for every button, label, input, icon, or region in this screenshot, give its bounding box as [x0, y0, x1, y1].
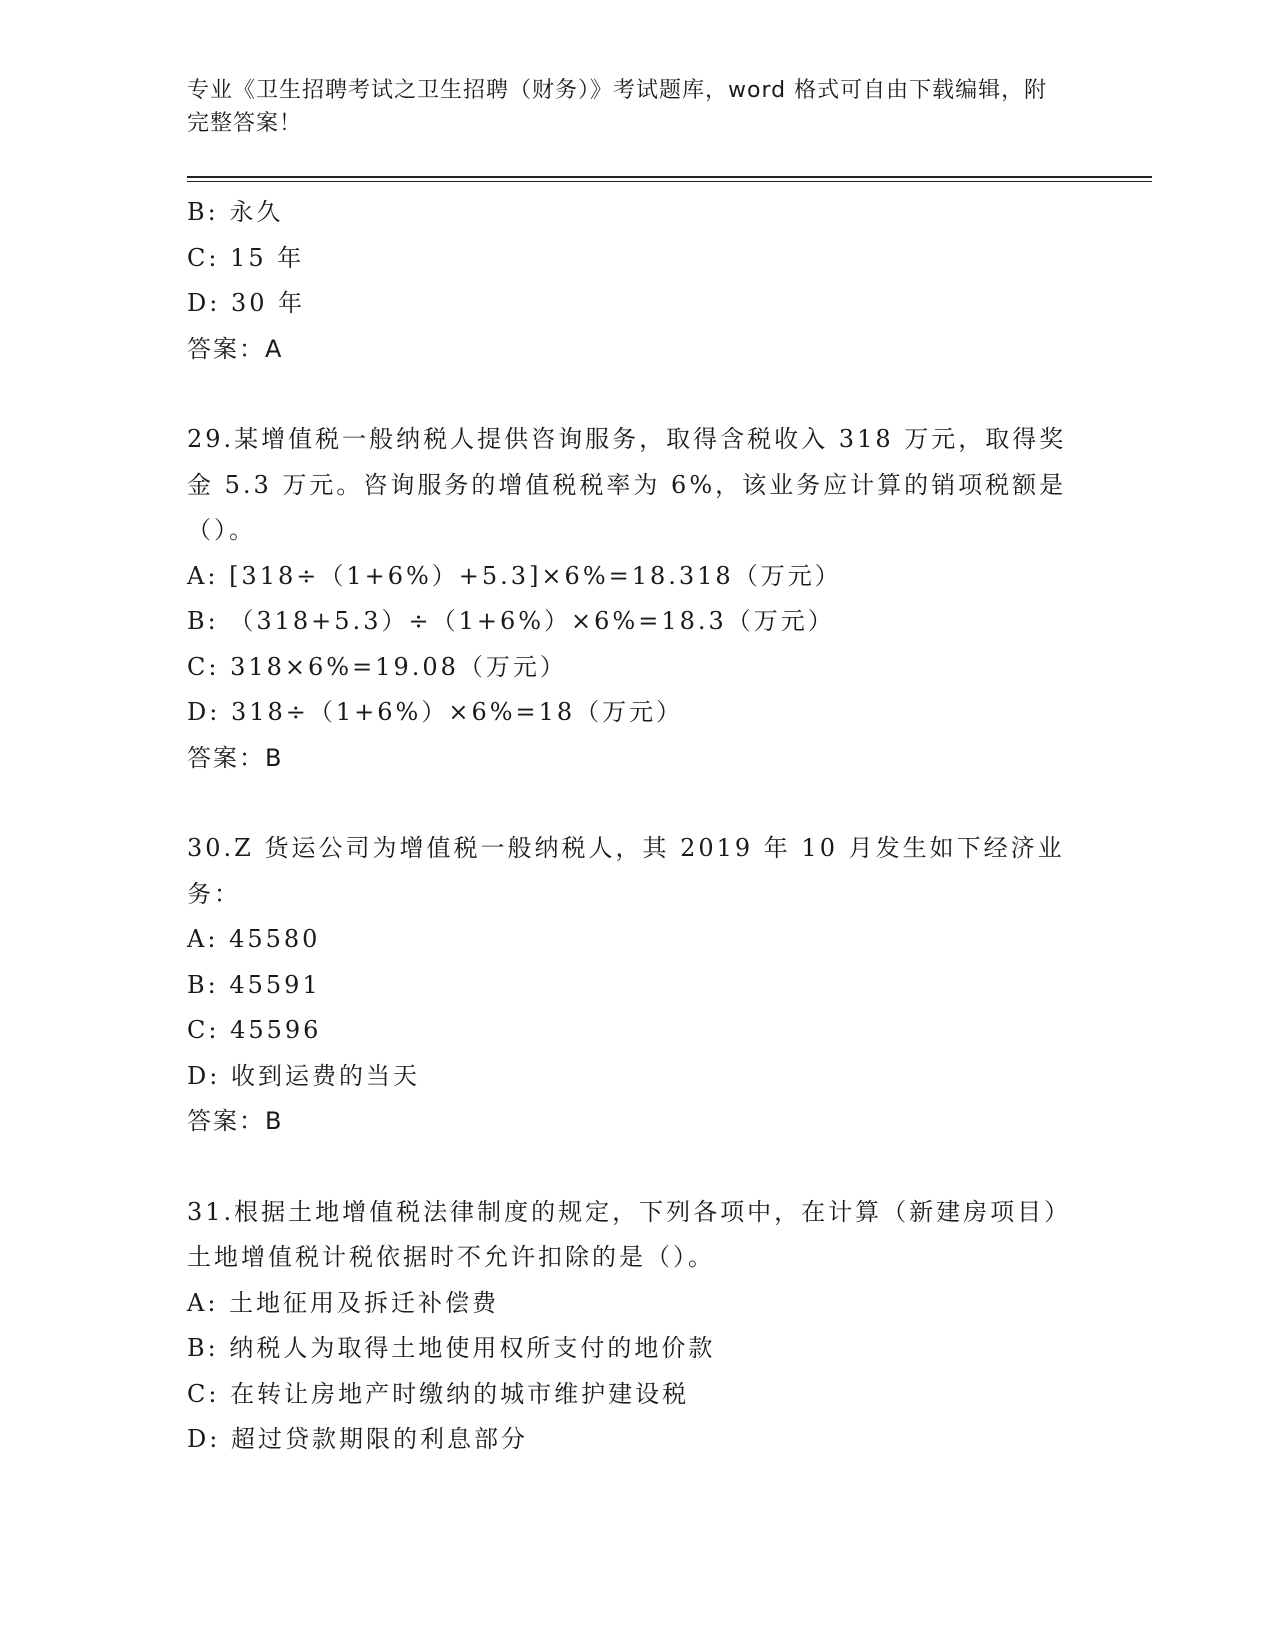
option-label: D:	[187, 698, 221, 726]
option-text: 土地征用及拆迁补偿费	[229, 1288, 500, 1317]
option-text: 318÷（1+6%）×6%=18（万元）	[230, 698, 684, 726]
option-label: C:	[187, 243, 220, 272]
option-label: D:	[187, 1425, 221, 1453]
header-rule-thick	[187, 176, 1152, 178]
option-label: D:	[187, 289, 221, 317]
option-label: B:	[187, 970, 219, 999]
option-b	[187, 190, 1087, 236]
option-b	[187, 1326, 1087, 1372]
option-text: 纳税人为取得土地使用权所支付的地价款	[229, 1334, 716, 1362]
answer-line: 答案：B	[187, 743, 284, 772]
option-d	[187, 1417, 1087, 1463]
option-c	[187, 236, 1087, 282]
option-a	[187, 554, 1087, 600]
option-text: 45591	[229, 970, 321, 999]
option-label: B:	[187, 1334, 219, 1362]
option-c	[187, 645, 1087, 691]
option-label: C:	[187, 652, 220, 681]
option-text: 超过贷款期限的利息部分	[230, 1425, 528, 1453]
option-label: B:	[187, 607, 219, 635]
option-label: A:	[187, 561, 219, 590]
option-label: C:	[187, 1016, 220, 1044]
question-stem: 31.根据土地增值税法律制度的规定，下列各项中，在计算（新建房项目）土地增值税计税依据时不允许扣除的是（）。	[187, 1197, 1072, 1271]
option-label: C:	[187, 1379, 220, 1408]
option-text: [318÷（1+6%）+5.3]×6%=18.318（万元）	[229, 561, 842, 590]
question-stem: 30.Z 货运公司为增值税一般纳税人，其 2019 年 10 月发生如下经济业务：	[187, 834, 1065, 908]
option-text: 30 年	[230, 289, 306, 317]
option-label: D:	[187, 1061, 221, 1090]
option-text: 收到运费的当天	[230, 1061, 420, 1090]
question-continuation	[187, 190, 1087, 372]
answer-line: 答案：B	[187, 1107, 284, 1135]
option-a	[187, 917, 1087, 963]
header-rule-thin	[187, 181, 1152, 182]
option-c	[187, 1008, 1087, 1054]
option-text: 永久	[229, 198, 284, 226]
option-d	[187, 1054, 1087, 1100]
question-31	[187, 1190, 1087, 1463]
option-text: 318×6%=19.08（万元）	[230, 652, 567, 681]
option-label: A:	[187, 1288, 219, 1317]
option-label: A:	[187, 925, 219, 953]
answer-line: 答案：A	[187, 334, 284, 363]
option-d	[187, 281, 1087, 327]
option-a	[187, 1281, 1087, 1327]
question-list	[187, 190, 1087, 1463]
page-header: 专业《卫生招聘考试之卫生招聘（财务）》考试题库，word 格式可自由下载编辑，附完整答案！	[187, 78, 1048, 136]
option-b	[187, 963, 1087, 1009]
option-text: 在转让房地产时缴纳的城市维护建设税	[230, 1379, 690, 1408]
option-text: （318+5.3）÷（1+6%）×6%=18.3（万元）	[229, 607, 835, 635]
option-text: 15 年	[230, 243, 305, 272]
option-label: B:	[187, 198, 219, 226]
question-30	[187, 826, 1087, 1145]
question-29	[187, 417, 1087, 781]
option-c	[187, 1372, 1087, 1418]
option-text: 45596	[230, 1016, 322, 1044]
option-d	[187, 690, 1087, 736]
question-stem: 29.某增值税一般纳税人提供咨询服务，取得含税收入 318 万元，取得奖金 5.3 万元。咨询服务的增值税税率为 6%，该业务应计算的销项税额是（）。	[187, 425, 1067, 544]
option-text: 45580	[229, 925, 321, 953]
option-b	[187, 599, 1087, 645]
